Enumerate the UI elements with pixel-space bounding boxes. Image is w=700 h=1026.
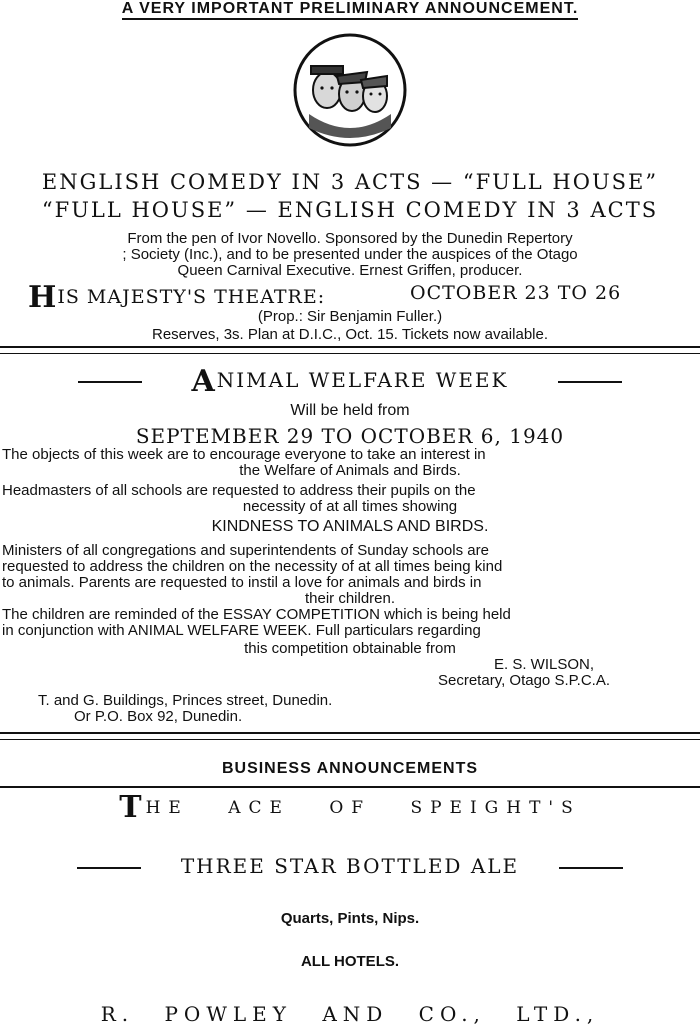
animal-title: ANIMAL WELFARE WEEK — [0, 364, 700, 399]
animal-dates: SEPTEMBER 29 TO OCTOBER 6, 1940 — [135, 424, 565, 448]
company-name: R. POWLEY AND CO., LTD., — [100, 1002, 600, 1026]
product-sizes: Quarts, Pints, Nips. — [280, 910, 420, 927]
animal-p2-line-1: Headmasters of all schools are requested to address their pupils on the — [2, 482, 476, 499]
section-divider — [0, 732, 700, 740]
animal-address-2: Or P.O. Box 92, Dunedin. — [74, 708, 243, 725]
comedy-dates: OCTOBER 23 TO 26 — [410, 282, 622, 304]
animal-p3-line-4: their children. — [304, 590, 396, 607]
business-rule — [0, 786, 700, 788]
business-heading: BUSINESS ANNOUNCEMENTS — [221, 760, 479, 777]
animal-p1-line-1: The objects of this week are to encourage everyone to take an interest in — [2, 446, 486, 463]
comedy-title-line-1: ENGLISH COMEDY IN 3 ACTS — “FULL HOUSE” — [41, 170, 659, 194]
speights-title: THE ACE OF SPEIGHT'S — [119, 790, 581, 825]
comedy-header: A VERY IMPORTANT PRELIMINARY ANNOUNCEMENT. — [0, 0, 700, 18]
product-hotels: ALL HOTELS. — [300, 953, 400, 970]
animal-p4-line-3: this competition obtainable from — [244, 640, 456, 657]
comedy-body-line-3: Queen Carnival Executive. Ernest Griffen, producer. — [177, 262, 523, 279]
comedy-title-line-2: “FULL HOUSE” — ENGLISH COMEDY IN 3 ACTS — [41, 198, 659, 222]
animal-held: Will be held from — [290, 402, 410, 419]
animal-p3-line-3: to animals. Parents are requested to instil a love for animals and birds in — [2, 574, 482, 591]
comedy-proprietor: (Prop.: Sir Benjamin Fuller.) — [257, 308, 443, 325]
comedy-reserves: Reserves, 3s. Plan at D.I.C., Oct. 15. Tickets now available. — [152, 326, 548, 343]
animal-address-1: T. and G. Buildings, Princes street, Dunedin. — [38, 692, 333, 709]
animal-p3-line-2: requested to address the children on the necessity of at all times being kind — [2, 558, 503, 575]
animal-p4-line-1: The children are reminded of the ESSAY COMPETITION which is being held — [2, 606, 511, 623]
animal-p4-line-2: in conjunction with ANIMAL WELFARE WEEK. Full particulars regarding — [2, 622, 481, 639]
comedy-body-line-1: From the pen of Ivor Novello. Sponsored by the Dunedin Repertory — [127, 230, 573, 247]
three-faces-emblem-icon — [0, 32, 700, 152]
comedy-body-line-2: ; Society (Inc.), and to be presented under the auspices of the Otago — [122, 246, 578, 263]
section-divider — [0, 346, 700, 354]
animal-kindness: KINDNESS TO ANIMALS AND BIRDS. — [211, 518, 489, 535]
newspaper-page: A VERY IMPORTANT PRELIMINARY ANNOUNCEMENT. ENGLISH COMEDY IN 3 ACTS — “FULL HOUSE” “FULL HOUSE” — ENGLISH COMEDY IN 3 ACTS From the pen of Ivor Novello. Sponsored by the Dunedin Repertory ; Society (Inc.), and to be presented under the auspices of the Otago Queen Carnival Executive. Ernest Griffen, producer. HIS MAJESTY'S THEATRE: OCTOBER 23 TO 26 (Prop.: Sir Benjamin Fuller.) Reserves, 3s. Plan at D.I.C., Oct. 15. Tickets now available. ANIMAL WELFARE WEEK Will be held from SEPTEMBER 29 TO OCTOBER 6, 1940 The objects of this week are to encourage everyone to take an interest in the Welfare of Animals and Birds. Headmasters of all schools are requested to address their pupils on the necessity of at all times showing KINDNESS TO ANIMALS AND BIRDS. Ministers of all congregations and superintendents of Sunday schools are requested to address the children on the necessity of at all times being kind to animals. Parents are requested to instil a love for animals and birds in their children. The children are reminded of the ESSAY COMPETITION which is being held in conjunction with ANIMAL WELFARE WEEK. Full particulars regarding this competition obtainable from E. S. WILSON, Secretary, Otago S.P.C.A. T. and G. Buildings, Princes street, Dunedin. Or P.O. Box 92, Dunedin. BUSINESS ANNOUNCEMENTS THE ACE OF SPEIGHT'S THREE STAR BOTTLED ALE Quarts, Pints, Nips. ALL HOTELS. R. POWLEY AND CO., LTD., — [0, 0, 700, 1025]
animal-p1-line-2: the Welfare of Animals and Birds. — [239, 462, 461, 479]
animal-p3-line-1: Ministers of all congregations and superintendents of Sunday schools are — [2, 542, 489, 559]
animal-secretary: Secretary, Otago S.P.C.A. — [438, 672, 611, 689]
animal-signature: E. S. WILSON, — [494, 656, 595, 673]
animal-p2-line-2: necessity of at all times showing — [242, 498, 458, 515]
product-line: THREE STAR BOTTLED ALE — [0, 854, 700, 878]
